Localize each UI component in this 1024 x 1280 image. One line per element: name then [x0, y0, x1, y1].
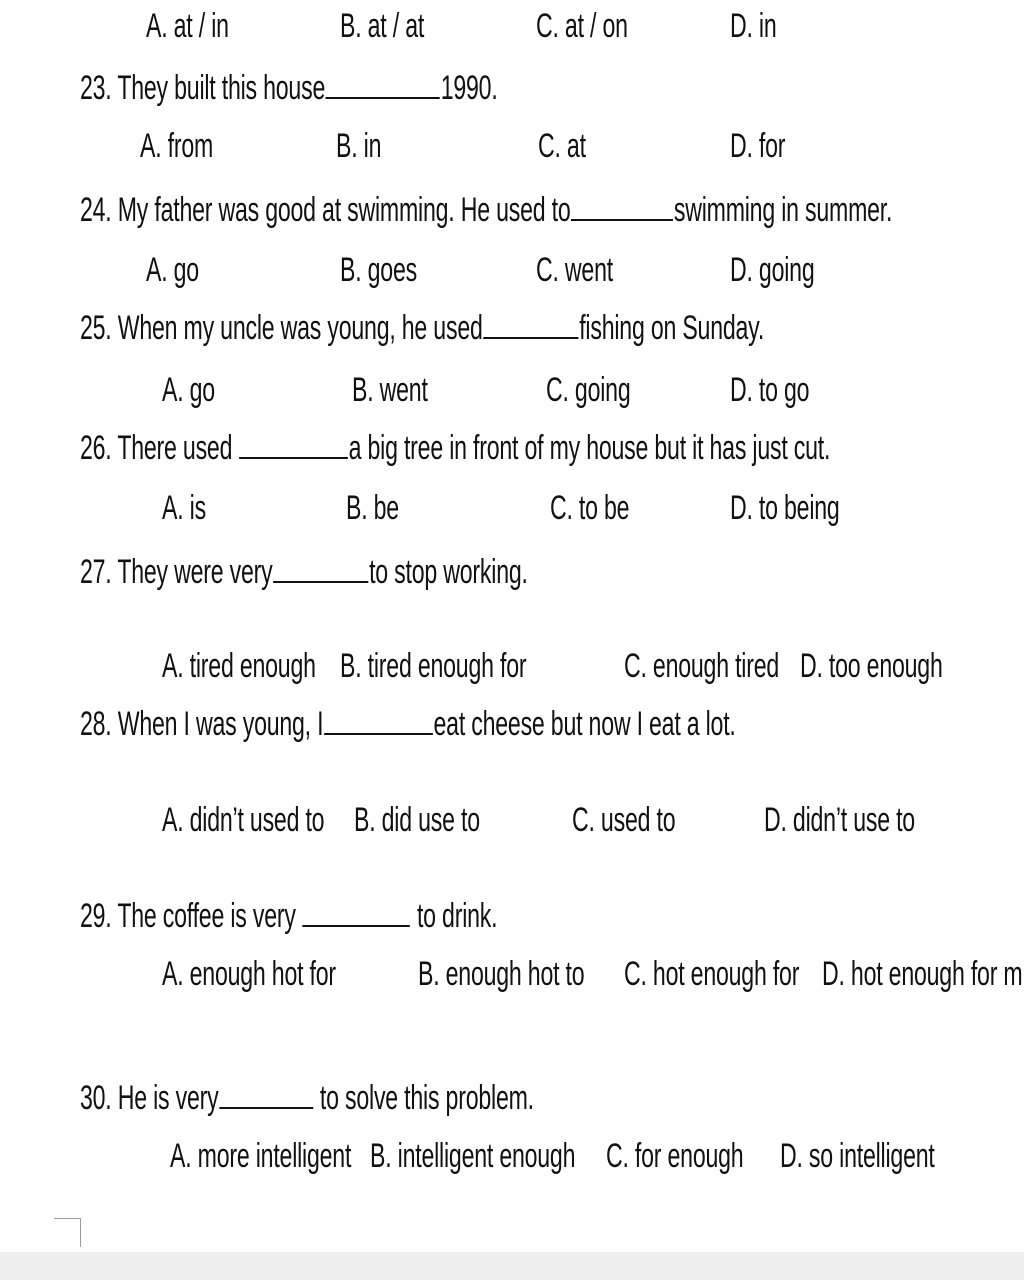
option-a: A. go: [146, 251, 199, 289]
question-29-stem: [80, 896, 497, 936]
option-b: B. intelligent enough: [370, 1137, 576, 1175]
stem-after: eat cheese but now I eat a lot.: [433, 705, 736, 743]
answer-blank: [239, 429, 348, 459]
option-b: B. went: [352, 371, 428, 409]
stem-after: to stop working.: [369, 553, 528, 591]
stem-after: to solve this problem.: [319, 1079, 534, 1117]
answer-blank: [571, 191, 673, 221]
option-b: B. tired enough for: [340, 647, 527, 685]
option-d: D. hot enough for m: [822, 955, 1023, 993]
option-d: D. for: [730, 127, 786, 165]
option-c: C. for enough: [606, 1137, 744, 1175]
question-26-stem: [80, 428, 830, 468]
question-25-stem: [80, 308, 764, 348]
stem-after: 1990.: [440, 69, 498, 107]
option-a: A. tired enough: [162, 647, 316, 685]
option-a: A. is: [162, 489, 206, 527]
answer-blank: [219, 1079, 313, 1109]
page-bottom-strip: [0, 1252, 1024, 1280]
option-c: C. to be: [550, 489, 630, 527]
option-b: B. be: [346, 489, 399, 527]
option-c: C. hot enough for: [624, 955, 800, 993]
answer-blank: [483, 309, 578, 339]
answer-blank: [303, 897, 410, 927]
question-27-stem: [80, 552, 528, 592]
question-30-stem: [80, 1078, 534, 1118]
option-d: D. to being: [730, 489, 840, 527]
option-d: D. didn’t use to: [764, 801, 915, 839]
stem-after: to drink.: [416, 897, 498, 935]
option-d: D. so intelligent: [780, 1137, 935, 1175]
question-23-stem: [80, 68, 498, 108]
option-c: C. went: [536, 251, 613, 289]
stem-before: 27. They were very: [80, 553, 273, 591]
stem-before: 30. He is very: [80, 1079, 219, 1117]
option-a: A. from: [140, 127, 214, 165]
question-24-stem: [80, 190, 892, 230]
stem-after: a big tree in front of my house but it has just cut.: [348, 429, 831, 467]
answer-blank: [273, 553, 368, 583]
option-a: A. more intelligent: [170, 1137, 352, 1175]
stem-before: 29. The coffee is very: [80, 897, 296, 935]
question-28-stem: [80, 704, 736, 744]
option-b: B. goes: [340, 251, 417, 289]
option-d: D. in: [730, 7, 777, 45]
stem-after: fishing on Sunday.: [579, 309, 765, 347]
stem-after: swimming in summer.: [673, 191, 893, 229]
option-b: B. at / at: [340, 7, 425, 45]
stem-before: 23. They built this house: [80, 69, 326, 107]
option-d: D. to go: [730, 371, 810, 409]
option-c: C. used to: [572, 801, 676, 839]
stem-before: 26. There used: [80, 429, 233, 467]
option-a: A. didn’t used to: [162, 801, 325, 839]
option-a: A. at / in: [146, 7, 229, 45]
option-d: D. going: [730, 251, 815, 289]
option-c: C. enough tired: [624, 647, 780, 685]
option-c: C. at: [538, 127, 586, 165]
option-b: B. did use to: [354, 801, 480, 839]
option-b: B. enough hot to: [418, 955, 585, 993]
answer-blank: [324, 705, 433, 735]
stem-before: 28. When I was young, I: [80, 705, 324, 743]
option-c: C. at / on: [536, 7, 628, 45]
option-c: C. going: [546, 371, 631, 409]
option-b: B. in: [336, 127, 382, 165]
stem-before: 24. My father was good at swimming. He used to: [80, 191, 571, 229]
option-a: A. go: [162, 371, 215, 409]
stem-before: 25. When my uncle was young, he used: [80, 309, 483, 347]
answer-blank: [326, 69, 440, 99]
option-a: A. enough hot for: [162, 955, 336, 993]
page-corner-mark: [54, 1218, 81, 1247]
option-d: D. too enough: [800, 647, 943, 685]
